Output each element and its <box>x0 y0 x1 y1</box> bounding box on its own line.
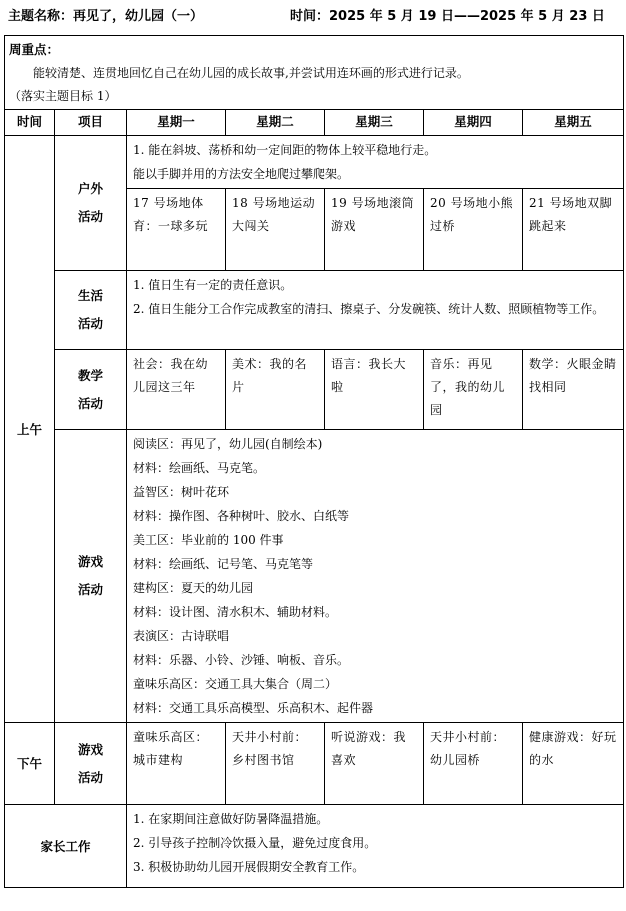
focus-text: 能较清楚、连贯地回忆自己在幼儿园的成长故事,并尝试用连环画的形式进行记录。 <box>33 66 469 80</box>
games-line: 材料：绘画纸、记号笔、马克笔等 <box>133 557 314 571</box>
games-line: 材料：绘画纸、马克笔。 <box>133 461 266 475</box>
outdoor-goal-1: 1. 能在斜坡、荡桥和幼一定间距的物体上较平稳地行走。 <box>133 143 437 157</box>
column-header-friday: 星期五 <box>523 110 624 136</box>
focus-note: （落实主题目标 1） <box>9 89 117 103</box>
teaching-row <box>5 350 624 430</box>
afternoon-friday: 健康游戏：好玩的水 <box>523 723 624 805</box>
weekly-plan-table <box>4 35 624 888</box>
outdoor-friday: 21 号场地双脚跳起来 <box>523 189 624 271</box>
teaching-tuesday: 美术：我的名片 <box>226 350 325 430</box>
parents-row <box>5 805 624 888</box>
outdoor-monday: 17 号场地体育：一球多玩 <box>127 189 226 271</box>
games-line: 材料：乐器、小铃、沙锤、响板、音乐。 <box>133 653 350 667</box>
document-header <box>8 6 620 28</box>
parents-work-content <box>127 805 624 888</box>
life-activity-label: 生活 活动 <box>55 271 127 350</box>
column-header-wednesday: 星期三 <box>325 110 424 136</box>
life-content <box>127 271 624 350</box>
teaching-monday: 社会：我在幼儿园这三年 <box>127 350 226 430</box>
column-header-tuesday: 星期二 <box>226 110 325 136</box>
games-content <box>127 430 624 723</box>
parents-line-1: 1. 在家期间注意做好防暑降温措施。 <box>133 812 329 826</box>
afternoon-thursday: 天井小村前：幼儿园桥 <box>424 723 523 805</box>
life-line-1: 1. 值日生有一定的责任意识。 <box>133 278 293 292</box>
afternoon-tuesday: 天井小村前：乡村图书馆 <box>226 723 325 805</box>
afternoon-games-label: 游戏 活动 <box>55 723 127 805</box>
column-header-monday: 星期一 <box>127 110 226 136</box>
games-line: 益智区：树叶花环 <box>133 485 230 499</box>
outdoor-goal-2: 能以手脚并用的方法安全地爬过攀爬架。 <box>133 167 350 181</box>
afternoon-wednesday: 听说游戏：我喜欢 <box>325 723 424 805</box>
games-line: 材料：交通工具乐高模型、乐高积木、起件器 <box>133 701 374 715</box>
column-header-item: 项目 <box>55 110 127 136</box>
games-line: 材料：操作图、各种树叶、胶水、白纸等 <box>133 509 350 523</box>
games-line: 表演区：古诗联唱 <box>133 629 230 643</box>
teaching-friday: 数学：火眼金睛找相同 <box>523 350 624 430</box>
column-header-thursday: 星期四 <box>424 110 523 136</box>
focus-label: 周重点： <box>9 42 60 57</box>
games-line: 建构区：夏天的幼儿园 <box>133 581 254 595</box>
column-header-row <box>5 110 624 136</box>
theme-title: 主题名称：再见了，幼儿园（一） <box>8 9 204 24</box>
date-range: 时间：2025 年 5 月 19 日——2025 年 5 月 23 日 <box>290 9 605 24</box>
teaching-wednesday: 语言：我长大啦 <box>325 350 424 430</box>
parents-work-label: 家长工作 <box>5 805 127 888</box>
outdoor-wednesday: 19 号场地滚筒游戏 <box>325 189 424 271</box>
outdoor-goals <box>127 136 624 189</box>
afternoon-label: 下午 <box>5 723 55 805</box>
parents-line-2: 2. 引导孩子控制冷饮摄入量，避免过度食用。 <box>133 836 377 850</box>
outdoor-thursday: 20 号场地小熊过桥 <box>424 189 523 271</box>
games-line: 材料：设计图、清水积木、辅助材料。 <box>133 605 338 619</box>
games-line: 美工区：毕业前的 100 件事 <box>133 533 284 547</box>
life-row <box>5 271 624 350</box>
morning-label: 上午 <box>5 136 55 723</box>
week-focus-cell <box>5 36 624 110</box>
focus-row <box>5 36 624 110</box>
column-header-time: 时间 <box>5 110 55 136</box>
games-line: 阅读区：再见了，幼儿园(自制绘本) <box>133 437 323 451</box>
outdoor-activity-label: 户外 活动 <box>55 136 127 271</box>
afternoon-monday: 童味乐高区：城市建构 <box>127 723 226 805</box>
life-line-2: 2. 值日生能分工合作完成教室的清扫、擦桌子、分发碗筷、统计人数、照顾植物等工作。 <box>133 302 605 316</box>
teaching-activity-label: 教学 活动 <box>55 350 127 430</box>
outdoor-goal-row <box>5 136 624 189</box>
games-activity-label: 游戏 活动 <box>55 430 127 723</box>
outdoor-tuesday: 18 号场地运动大闯关 <box>226 189 325 271</box>
games-line: 童味乐高区：交通工具大集合（周二） <box>133 677 338 691</box>
games-row <box>5 430 624 723</box>
teaching-thursday: 音乐：再见了，我的幼儿园 <box>424 350 523 430</box>
parents-line-3: 3. 积极协助幼儿园开展假期安全教育工作。 <box>133 860 365 874</box>
afternoon-row <box>5 723 624 805</box>
